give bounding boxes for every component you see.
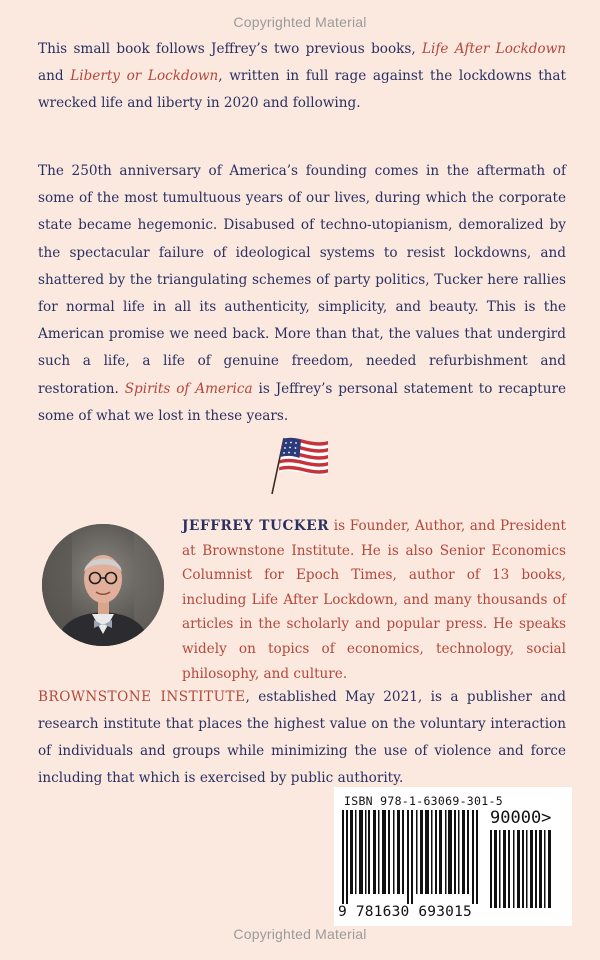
isbn-label: ISBN 978-1-63069-301-5 <box>344 794 503 808</box>
copyright-watermark-bottom: Copyrighted Material <box>233 926 367 942</box>
intro-text: , written in full rage against the lockdowns that wrecked life and liberty in 2020 and following. <box>38 68 566 112</box>
addon-barcode-icon <box>490 830 552 908</box>
copyright-watermark-top: Copyrighted Material <box>233 14 367 30</box>
author-photo <box>42 524 164 646</box>
book-title-life-after-lockdown: Life After Lockdown <box>422 41 567 57</box>
institute-paragraph <box>38 684 566 792</box>
book-title-liberty-or-lockdown: Liberty or Lockdown <box>70 68 219 85</box>
book-title-spirits-of-america: Spirits of America <box>124 380 253 397</box>
author-topics: economics, technology, social philosophy, and culture. <box>182 640 567 682</box>
price-code: 90000> <box>490 808 552 828</box>
ean-digits: 9 781630 693015 <box>338 904 472 920</box>
institute-text: , established May 2021, is a publisher and research institute that places the highest value on the voluntary interaction of individuals and groups while minimizing the use of violence and force including that which is exercised by public authority. <box>38 689 566 786</box>
american-flag-icon <box>268 434 332 496</box>
intro-text: and <box>38 68 71 85</box>
description-paragraph <box>38 158 566 430</box>
author-name: JEFFREY TUCKER <box>182 518 330 534</box>
institute-name: BROWNSTONE INSTITUTE <box>38 689 246 705</box>
description-text: The 250th anniversary of America’s founding comes in the aftermath of some of the most tumultuous years of our lives, during which the corporate state became hegemonic. Disabused of techno-utopianism, demoralized by the spectacular failure of ideological systems to resist lockdowns, and shattered by the triangulating schemes of party politics, Tucker here rallies for normal life in all its authenticity, simplicity, and beauty. This is the American promise we need back. More than that, the values that undergird such a life, a life of genuine freedom, needed refurbishment and restoration. <box>38 163 566 397</box>
intro-text: This small book follows Jeffrey’s two previous books, <box>38 41 422 57</box>
description-text: is Jeffrey’s personal statement to recapture some of what we lost in these years. <box>38 380 567 424</box>
author-bio <box>182 514 566 686</box>
intro-paragraph <box>38 36 566 118</box>
ean-barcode-icon <box>340 810 484 904</box>
author-bio-text: is Founder, Author, and President at Brownstone Institute. He is also Senior Economics Columnist for Epoch Times, author of 13 books, including Life After Lockdown, and many thousands of articles in the scholarly and popular press. He speaks widely on topics of <box>182 518 566 657</box>
